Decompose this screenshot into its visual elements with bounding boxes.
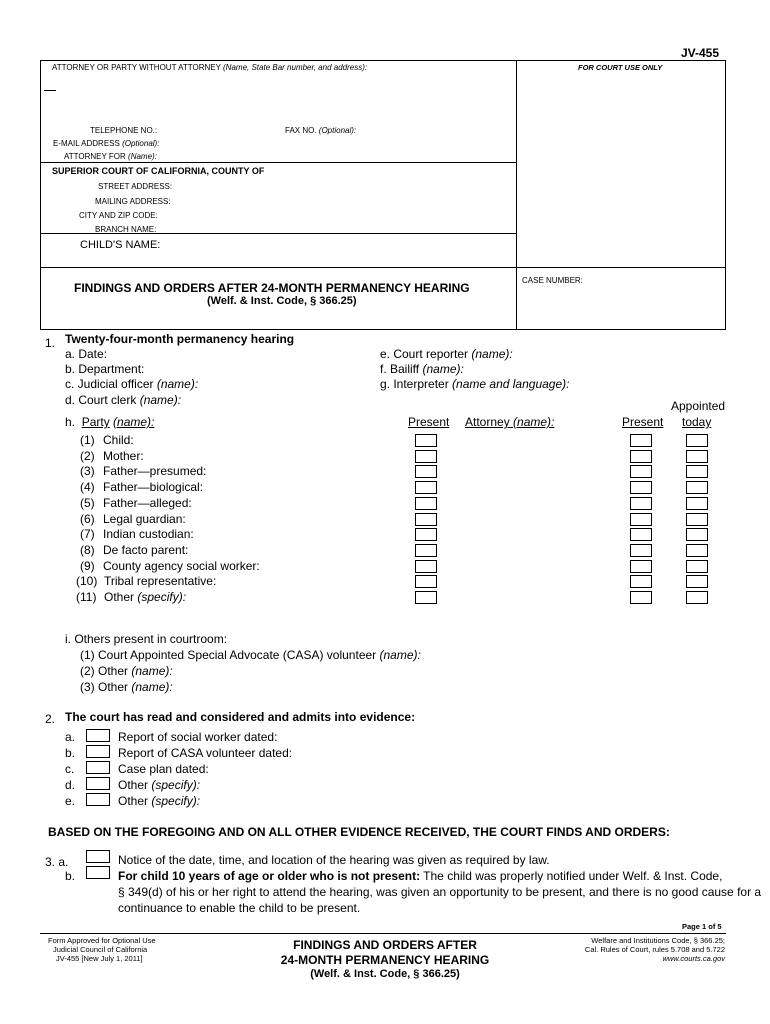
telephone-label[interactable]: TELEPHONE NO.: (90, 126, 158, 135)
branch-name-label[interactable]: BRANCH NAME: (95, 225, 157, 234)
interpreter-label[interactable]: g. Interpreter (name and language): (380, 377, 570, 391)
page-title: FINDINGS AND ORDERS AFTER 24-MONTH PERMANENCY HEARING (74, 281, 470, 295)
attorney-appointed-checkbox[interactable] (686, 575, 708, 588)
attorney-appointed-checkbox[interactable] (686, 465, 708, 478)
party-row-label[interactable]: Father—presumed: (103, 464, 207, 478)
child-notified-line2: § 349(d) of his or her right to attend the hearing, was given an opportunity to be present, and there is no good cause for a (118, 885, 762, 899)
evidence-checkbox[interactable] (86, 793, 110, 806)
attorney-appointed-checkbox[interactable] (686, 544, 708, 557)
party-present-checkbox[interactable] (415, 528, 437, 541)
party-row-label[interactable]: Legal guardian: (103, 512, 186, 526)
notice-given-checkbox[interactable] (86, 850, 110, 863)
footer-title-1: FINDINGS AND ORDERS AFTER (293, 938, 477, 952)
party-row-number: (10) (76, 574, 98, 588)
footer-right-2: Cal. Rules of Court, rules 5.708 and 5.722 (584, 945, 725, 954)
party-row-label[interactable]: Mother: (103, 449, 144, 463)
section3-number: 3. a. (45, 855, 69, 869)
evidence-label[interactable]: Other (specify): (118, 794, 201, 808)
others-present-label: i. Others present in courtroom: (65, 632, 228, 646)
attorney-appointed-checkbox[interactable] (686, 434, 708, 447)
header-top-border (40, 60, 726, 61)
mailing-address-label[interactable]: MAILING ADDRESS: (95, 197, 171, 206)
party-row-label[interactable]: Father—biological: (103, 480, 204, 494)
child-notified-line3: continuance to enable the child to be present. (118, 901, 361, 915)
child-name-label[interactable]: CHILD'S NAME: (80, 239, 161, 251)
attorney-present-checkbox[interactable] (630, 560, 652, 573)
footer-rule (40, 933, 726, 934)
party-row-number: (1) (80, 433, 95, 447)
evidence-checkbox[interactable] (86, 761, 110, 774)
bailiff-label[interactable]: f. Bailiff (name): (380, 362, 464, 376)
attorney-present-checkbox[interactable] (630, 528, 652, 541)
court-name-label: SUPERIOR COURT OF CALIFORNIA, COUNTY OF (52, 166, 265, 176)
footer-right-3[interactable]: www.courts.ca.gov (662, 954, 725, 963)
evidence-label[interactable]: Other (specify): (118, 778, 201, 792)
party-present-checkbox[interactable] (415, 575, 437, 588)
party-row-label[interactable]: Father—alleged: (103, 496, 192, 510)
evidence-checkbox[interactable] (86, 745, 110, 758)
street-address-label[interactable]: STREET ADDRESS: (98, 182, 173, 191)
party-row-label[interactable]: De facto parent: (103, 543, 189, 557)
party-present-checkbox[interactable] (415, 450, 437, 463)
party-row-label[interactable]: Indian custodian: (103, 527, 194, 541)
party-row-number: (8) (80, 543, 95, 557)
email-label[interactable]: E-MAIL ADDRESS (Optional): (53, 139, 160, 148)
court-reporter-label[interactable]: e. Court reporter (name): (380, 347, 513, 361)
party-present-checkbox[interactable] (415, 465, 437, 478)
section1-heading: Twenty-four-month permanency hearing (65, 332, 295, 346)
party-present-checkbox[interactable] (415, 591, 437, 604)
header-divider (516, 60, 517, 330)
party-present-checkbox[interactable] (415, 544, 437, 557)
party-row-label[interactable]: Tribal representative: (104, 574, 217, 588)
footer-title-2: 24-MONTH PERMANENCY HEARING (280, 953, 490, 967)
party-row-number: (2) (80, 449, 95, 463)
party-row-label[interactable]: Other (specify): (104, 590, 187, 604)
section1-number: 1. (45, 336, 56, 350)
other-present-3-label[interactable]: (3) Other (name): (80, 680, 173, 694)
party-header: h. Party (name): (65, 415, 155, 429)
evidence-label[interactable]: Case plan dated: (118, 762, 209, 776)
case-number-label[interactable]: CASE NUMBER: (522, 276, 583, 285)
party-present-checkbox[interactable] (415, 481, 437, 494)
attorney-field-mark (44, 90, 56, 91)
section3-b-letter: b. (65, 869, 76, 883)
header-left-border (40, 60, 41, 330)
footer-left-1: Form Approved for Optional Use (48, 936, 156, 945)
attorney-for-label[interactable]: ATTORNEY FOR (Name): (64, 152, 157, 161)
child-notified-line1: For child 10 years of age or older who is not present: The child was properly notified under Welf. & Inst. Code, (118, 869, 723, 883)
header-right-border (725, 60, 726, 330)
title-section-border (40, 267, 726, 268)
section2-number: 2. (45, 712, 56, 726)
attorney-appointed-checkbox[interactable] (686, 513, 708, 526)
page-number: Page 1 of 5 (682, 922, 722, 931)
evidence-checkbox[interactable] (86, 729, 110, 742)
party-present-checkbox[interactable] (415, 513, 437, 526)
judicial-officer-label[interactable]: c. Judicial officer (name): (65, 377, 199, 391)
attorney-label: ATTORNEY OR PARTY WITHOUT ATTORNEY (Name, State Bar number, and address): (52, 63, 368, 72)
attorney-appointed-checkbox[interactable] (686, 591, 708, 604)
attorney-present-checkbox[interactable] (630, 497, 652, 510)
evidence-letter: d. (65, 778, 76, 792)
evidence-letter: e. (65, 794, 76, 808)
form-id: JV-455 (681, 46, 720, 60)
present-header: Present (408, 415, 450, 429)
attorney-appointed-checkbox[interactable] (686, 497, 708, 510)
child-notified-checkbox[interactable] (86, 866, 110, 879)
evidence-letter: a. (65, 730, 76, 744)
attorney-present-checkbox[interactable] (630, 591, 652, 604)
today-header: today (682, 415, 712, 429)
evidence-label[interactable]: Report of CASA volunteer dated: (118, 746, 293, 760)
attorney-present-checkbox[interactable] (630, 434, 652, 447)
court-use-label: FOR COURT USE ONLY (578, 63, 663, 72)
footer-title-3: (Welf. & Inst. Code, § 366.25) (310, 968, 460, 980)
party-row-number: (7) (80, 527, 95, 541)
attorney-present-checkbox[interactable] (630, 575, 652, 588)
hearing-date-label[interactable]: a. Date: (65, 347, 108, 361)
attorney-present-checkbox[interactable] (630, 481, 652, 494)
attorney-header: Attorney (name): (465, 415, 555, 429)
section2-heading: The court has read and considered and admits into evidence: (65, 710, 416, 724)
attorney-present-checkbox[interactable] (630, 450, 652, 463)
attorney-present-checkbox[interactable] (630, 544, 652, 557)
fax-label[interactable]: FAX NO. (Optional): (285, 126, 357, 135)
casa-volunteer-label[interactable]: (1) Court Appointed Special Advocate (CASA) volunteer (name): (80, 648, 421, 662)
present-attorney-header: Present (622, 415, 664, 429)
party-row-number: (6) (80, 512, 95, 526)
notice-given-text: Notice of the date, time, and location of the hearing was given as required by law. (118, 853, 550, 867)
footer-left-3: JV-455 [New July 1, 2011] (56, 954, 143, 963)
party-row-label[interactable]: Child: (103, 433, 134, 447)
party-present-checkbox[interactable] (415, 497, 437, 510)
evidence-label[interactable]: Report of social worker dated: (118, 730, 278, 744)
header-bottom-border (40, 329, 726, 330)
evidence-checkbox[interactable] (86, 777, 110, 790)
attorney-appointed-checkbox[interactable] (686, 481, 708, 494)
party-row-number: (11) (76, 590, 97, 604)
attorney-present-checkbox[interactable] (630, 513, 652, 526)
appointed-header: Appointed (671, 399, 726, 413)
attorney-present-checkbox[interactable] (630, 465, 652, 478)
party-row-number: (5) (80, 496, 95, 510)
footer-left-2: Judicial Council of California (53, 945, 148, 954)
department-label[interactable]: b. Department: (65, 362, 145, 376)
party-row-label[interactable]: County agency social worker: (103, 559, 260, 573)
court-clerk-label[interactable]: d. Court clerk (name): (65, 393, 182, 407)
party-present-checkbox[interactable] (415, 434, 437, 447)
other-present-2-label[interactable]: (2) Other (name): (80, 664, 173, 678)
party-row-number: (3) (80, 464, 95, 478)
footer-right-1: Welfare and Institutions Code, § 366.25; (591, 936, 725, 945)
based-on-heading: BASED ON THE FOREGOING AND ON ALL OTHER EVIDENCE RECEIVED, THE COURT FINDS AND ORDERS: (48, 825, 670, 839)
attorney-appointed-checkbox[interactable] (686, 560, 708, 573)
party-present-checkbox[interactable] (415, 560, 437, 573)
attorney-appointed-checkbox[interactable] (686, 528, 708, 541)
party-row-number: (9) (80, 559, 95, 573)
evidence-letter: c. (65, 762, 75, 776)
party-row-number: (4) (80, 480, 95, 494)
attorney-appointed-checkbox[interactable] (686, 450, 708, 463)
court-section-border (40, 162, 516, 163)
evidence-letter: b. (65, 746, 76, 760)
page-subtitle: (Welf. & Inst. Code, § 366.25) (207, 295, 357, 307)
city-zip-label[interactable]: CITY AND ZIP CODE: (79, 211, 158, 220)
